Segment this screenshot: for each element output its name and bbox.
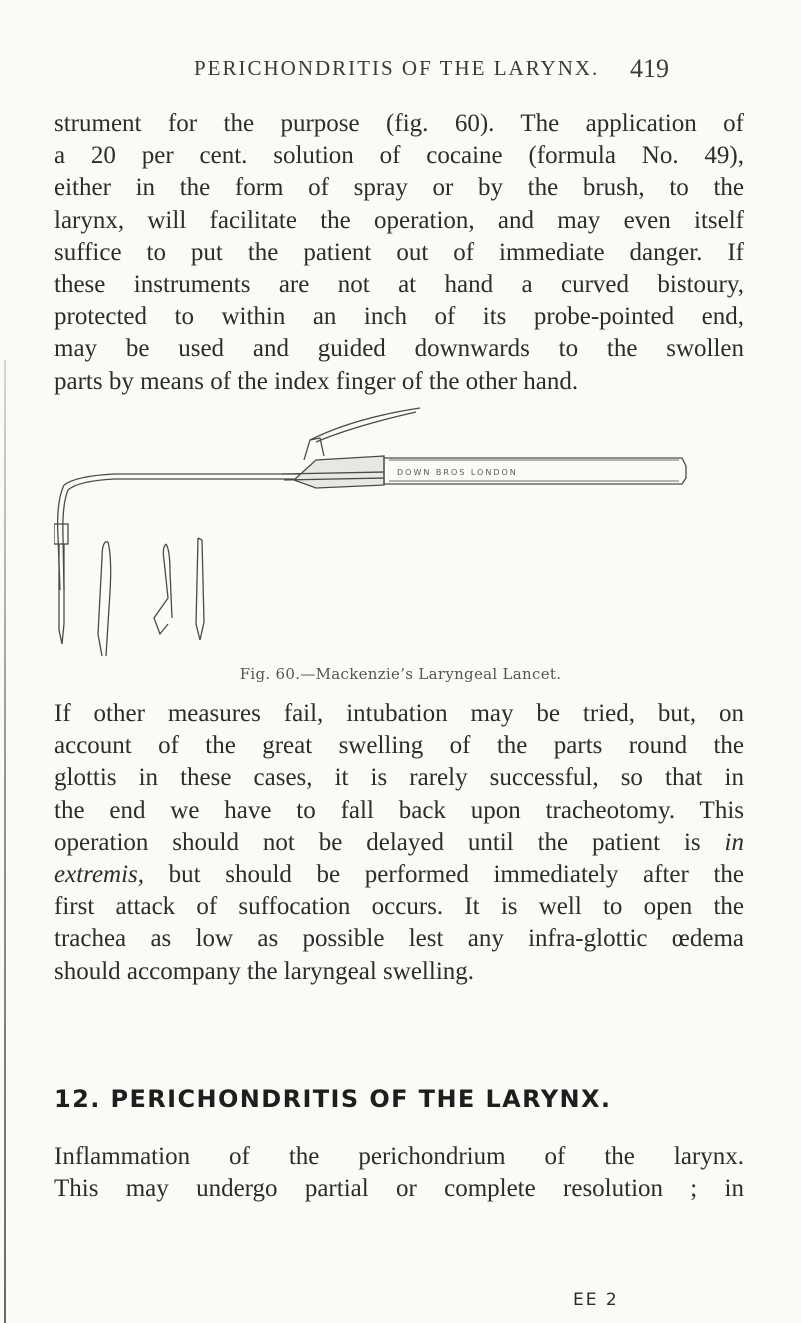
- text-line: Inflammation of the perichondrium of the larynx.: [54, 1143, 744, 1170]
- text-segment: operation should not be delayed until the patient is: [54, 828, 701, 856]
- text-line: should accompany the laryngeal swelling.: [54, 957, 475, 985]
- paragraph-1: [54, 108, 744, 398]
- text-line: strument for the purpose (fig. 60). The application of: [54, 110, 744, 137]
- text-line: protected to within an inch of its probe-pointed end,: [54, 303, 744, 331]
- paragraph-3: [54, 1141, 744, 1205]
- text-line: may be used and guided downwards to the swollen: [54, 335, 744, 363]
- text-line: [54, 827, 744, 859]
- text-line: glottis in these cases, it is rarely successful, so that in: [54, 764, 744, 792]
- text-line: trachea as low as possible lest any infra-glottic œdema: [54, 925, 744, 953]
- engraving-text: DOWN BROS LONDON: [397, 468, 518, 477]
- figure-caption: Fig. 60.—Mackenzie’s Laryngeal Lancet.: [239, 665, 562, 683]
- text-line: first attack of suffocation occurs. It is well to open the: [54, 893, 744, 921]
- text-line: parts by means of the index finger of the other hand.: [54, 367, 579, 395]
- text-line: This may undergo partial or complete resolution ; in: [54, 1175, 744, 1203]
- text-line: either in the form of spray or by the brush, to the: [54, 174, 744, 202]
- text-line: [54, 859, 744, 891]
- paragraph-2: [54, 698, 744, 988]
- page-edge-shadow: [4, 360, 6, 1323]
- italic-text: in: [724, 828, 744, 856]
- text-segment: but should be performed immediately after the: [168, 861, 745, 889]
- page-number: 419: [630, 54, 669, 83]
- running-head-title: PERICHONDRITIS OF THE LARYNX.: [194, 56, 600, 80]
- text-line: account of the great swelling of the parts round the: [54, 732, 744, 760]
- text-line: a 20 per cent. solution of cocaine (formula No. 49),: [54, 142, 744, 170]
- text-line: suffice to put the patient out of immediate danger. If: [54, 238, 744, 266]
- text-line: larynx, will facilitate the operation, and may even itself: [54, 206, 744, 234]
- text-line: these instruments are not at hand a curved bistoury,: [54, 271, 744, 299]
- italic-text: extremis,: [54, 861, 145, 889]
- text-line: If other measures fail, intubation may be tried, but, on: [54, 700, 744, 727]
- signature-mark: EE 2: [573, 1290, 619, 1310]
- section-heading: 12. PERICHONDRITIS OF THE LARYNX.: [54, 1085, 612, 1113]
- text-line: the end we have to fall back upon tracheotomy. This: [54, 796, 744, 824]
- laryngeal-lancet-illustration: [54, 362, 744, 662]
